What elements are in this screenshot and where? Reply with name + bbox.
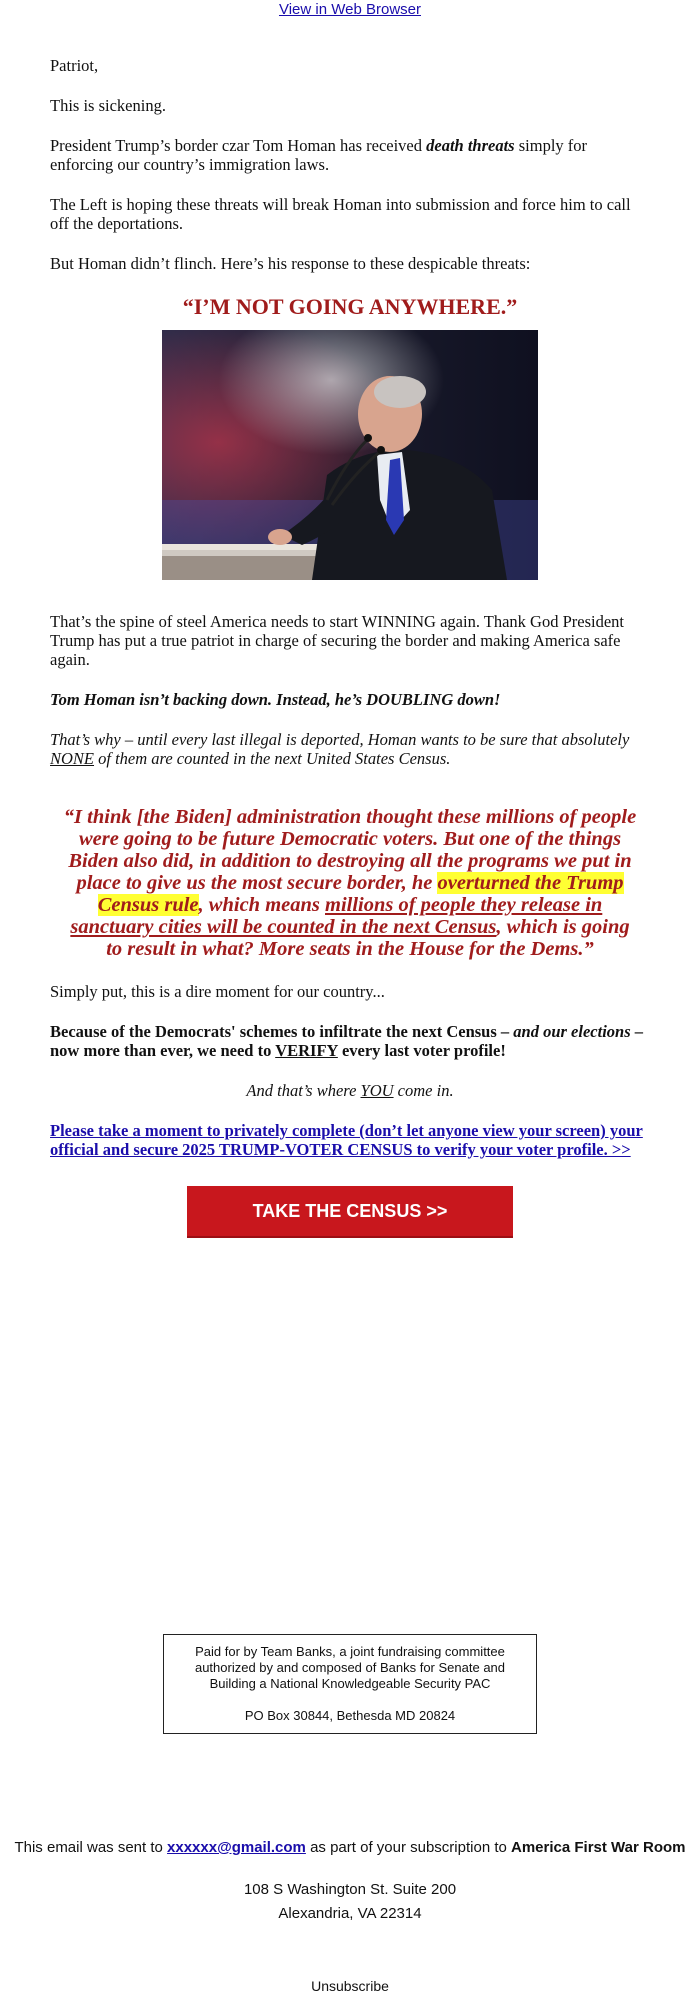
quote-text: “I think [the Biden] administration thought these millions of people were going to be future Democratic voters. But one of the things Biden also did, in addition to destroying all the programs we put in place to give us the most secure border, he [63, 806, 637, 894]
homan-photo [162, 330, 538, 580]
text-segment: And that’s where [246, 1081, 361, 1100]
paragraph-doubling-down: Tom Homan isn’t backing down. Instead, he’s DOUBLING down! [50, 690, 501, 709]
underlined-none: NONE [50, 749, 95, 768]
quote-text: , which is going to result in what? More seats in the House for the Dems.” [106, 916, 630, 960]
email-body [50, 56, 650, 1238]
address-line-1: 108 S Washington St. Suite 200 [243, 1881, 457, 1898]
subscription-notice [0, 1836, 700, 1860]
address-line-2: Alexandria, VA 22314 [278, 1905, 422, 1922]
census-cta-link[interactable]: Please take a moment to privately complete (don’t let anyone view your screen) your official and secure 2025 TRUMP-VOTER CENSUS to verify your voter profile. >> [50, 1121, 643, 1159]
emphasis-elections: and our elections [513, 1022, 631, 1041]
text-segment: President Trump’s border czar Tom Homan has received [50, 136, 427, 155]
headline-quote: “I’M NOT GOING ANYWHERE.” [182, 294, 518, 319]
po-box-text: PO Box 30844, Bethesda MD 20824 [244, 1708, 456, 1723]
paragraph-death-threats [50, 136, 650, 174]
text-segment: simply for enforcing our country’s immigration laws. [50, 136, 588, 174]
unsubscribe-link[interactable]: Unsubscribe [311, 1978, 389, 1994]
paragraph-left-hoping: The Left is hoping these threats will break Homan into submission and force him to call off the deportations. [50, 195, 631, 233]
text-segment: come in. [393, 1081, 454, 1100]
paragraph-sickening: This is sickening. [50, 96, 166, 115]
footer [0, 1836, 700, 1926]
paid-for-disclaimer [163, 1634, 537, 1734]
homan-quote-block [60, 806, 640, 960]
paragraph-census-none [50, 730, 650, 768]
paragraph-dire-moment: Simply put, this is a dire moment for our country... [50, 982, 385, 1001]
text-segment: This email was sent to [14, 1839, 168, 1856]
text-segment: That’s why – until every last illegal is deported, Homan wants to be sure that absolutely [50, 730, 630, 749]
emphasis-death-threats: death threats [426, 136, 515, 155]
paragraph-verify [50, 1022, 650, 1060]
quote-underline: millions of people they release in sanctuary cities will be counted in the next Census [70, 894, 603, 938]
greeting: Patriot, [50, 56, 99, 75]
text-segment: Because of the Democrats' schemes to infiltrate the next Census – [50, 1022, 514, 1041]
text-segment: as part of your subscription to [305, 1839, 512, 1856]
homan-photo-illustration [162, 330, 538, 580]
paragraph-homan-response: But Homan didn’t flinch. Here’s his response to these despicable threats: [50, 254, 531, 273]
take-census-button[interactable]: TAKE THE CENSUS >> [187, 1186, 513, 1238]
underlined-verify: VERIFY [275, 1041, 338, 1060]
organization-name: America First War Room [511, 1839, 686, 1856]
underlined-you: YOU [360, 1081, 394, 1100]
recipient-email-link[interactable]: xxxxxx@gmail.com [167, 1839, 306, 1856]
text-segment: of them are counted in the next United States Census. [94, 749, 451, 768]
text-segment: – now more than ever, we need to [50, 1022, 644, 1060]
header-bar [0, 0, 700, 20]
census-cta-paragraph [50, 1121, 650, 1159]
view-in-browser-link[interactable]: View in Web Browser [278, 1, 421, 18]
paid-for-text: Paid for by Team Banks, a joint fundraising committee authorized by and composed of Banks for Senate and Building a National Knowledgeable Security PAC [194, 1644, 506, 1691]
paragraph-spine-of-steel: That’s the spine of steel America needs to start WINNING again. Thank God President Trump has put a true patriot in charge of securing the border and making America safe again. [50, 612, 624, 669]
quote-highlight: overturned the Trump Census rule [97, 872, 624, 916]
paragraph-you-come-in [50, 1081, 650, 1100]
text-segment: every last voter profile! [337, 1041, 506, 1060]
quote-text: , which means [198, 894, 325, 916]
